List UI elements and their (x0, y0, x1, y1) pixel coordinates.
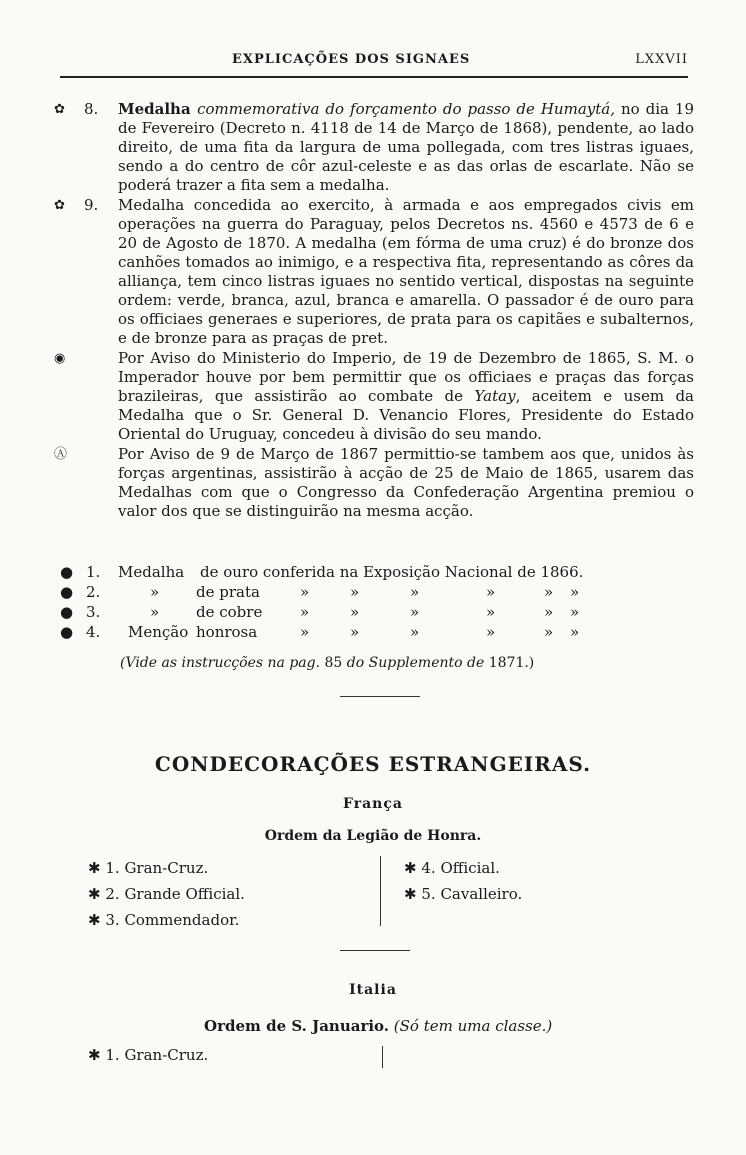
order-note: (Só tem uma classe.) (393, 1017, 553, 1035)
ditto-mark: » (410, 603, 420, 621)
entry-body: Por Aviso de 9 de Março de 1867 permittio-se tambem aos que, unidos às forças argentinas, assistirão à acção de 25 de Maio de 1865, usarem das Medalhas com que o Congresso da Confederação Argentina premiou o valor dos que se distinguirão na mesma acção. (118, 445, 694, 520)
entry-body: Medalha concedida ao exercito, à armada e aos empregados civis em operações na guerra do Paraguay, pelos Decretos ns. 4560 e 4573 de 6 e 20 de Agosto de 1870. A medalha (em fórma de uma cruz) é do bronze dos canhões tomados ao inimigo, e a respectiva fita, representando as côres da alliança, tem cinco listras iguaes no sentido vertical, dispostas na seguinte ordem: verde, branca, azul, branca e amarella. O passador é de ouro para os officiaes generaes e superiores, de prata para os capitães e subalternos, e de bronze para as praças de pret. (118, 196, 694, 347)
star-icon: ✱ (404, 859, 417, 877)
order-grades-italia (88, 1042, 208, 1068)
entry-body-end: , aceitem e usem da Medalha que o Sr. General D. Venancio Flores, Presidente do Estado Oriental do Uruguay, concedeu à divisão do seu mando. (118, 387, 694, 443)
entry-body: no dia 19 de Fevereiro (Decreto n. 4118 de 14 de Março de 1868), pendente, ao lado direito, de uma fita da largura de uma pollegada, com tres listras iguaes, sendo a do centro de côr azul-celeste e as das orlas de escarlate. Não se poderá trazer a fita sem a medalha. (118, 100, 694, 194)
medal-icon: ● (60, 583, 74, 601)
see-note (120, 655, 534, 671)
medal-label: Menção (128, 623, 189, 641)
star-icon: ✱ (88, 859, 101, 877)
grade-label: 3. Commendador. (105, 911, 240, 929)
grade-label: 2. Grande Official. (105, 885, 245, 903)
grade-item (88, 1042, 208, 1068)
letter-a-badge-icon: Ⓐ (54, 447, 68, 462)
medal-icon: ● (60, 563, 74, 581)
medal-description: de prata (196, 583, 260, 601)
order-name: Ordem de S. Januario. (204, 1017, 390, 1035)
grade-label: 1. Gran-Cruz. (105, 859, 209, 877)
signals-explanations (54, 100, 694, 522)
medal-row (60, 562, 620, 582)
ditto-mark: » (150, 603, 160, 621)
ditto-mark: » (410, 583, 420, 601)
ditto-mark: » (300, 583, 310, 601)
ditto-mark: » (300, 603, 310, 621)
country-heading: França (343, 796, 403, 812)
star-icon: ✱ (88, 885, 101, 903)
medal-number: 3. (86, 603, 101, 621)
ditto-mark: » (570, 603, 580, 621)
medal-description: honrosa (196, 623, 258, 641)
order-heading: Ordem da Legião de Honra. (264, 828, 482, 844)
order-grades-left (88, 855, 245, 933)
section-divider (340, 950, 410, 951)
ditto-mark: » (300, 623, 310, 641)
entry-number: 9. (84, 196, 99, 214)
star-icon: ✱ (88, 1046, 101, 1064)
column-divider (380, 856, 381, 926)
grade-label: 5. Cavalleiro. (421, 885, 523, 903)
order-heading (204, 1017, 552, 1035)
ditto-mark: » (350, 583, 360, 601)
order-grades-right (404, 855, 522, 907)
ditto-mark: » (486, 583, 496, 601)
ditto-mark: » (544, 623, 554, 641)
medal-row (60, 582, 620, 602)
grade-item (404, 855, 522, 881)
entry-body-italic: Yatay (474, 387, 516, 405)
country-heading: Italia (349, 982, 397, 998)
grade-label: 4. Official. (421, 859, 500, 877)
ditto-mark: » (544, 603, 554, 621)
ditto-mark: » (150, 583, 160, 601)
section-title: CONDECORAÇÕES ESTRANGEIRAS. (154, 752, 592, 776)
grade-label: 1. Gran-Cruz. (105, 1046, 209, 1064)
entry-8 (54, 100, 694, 195)
entry-9 (54, 196, 694, 348)
note-text: (Vide as instrucções na pag. (120, 655, 321, 671)
ditto-mark: » (410, 623, 420, 641)
exposition-medals (60, 562, 620, 642)
grade-item (88, 881, 245, 907)
ditto-mark: » (570, 583, 580, 601)
medal-number: 4. (86, 623, 101, 641)
section-divider (340, 696, 420, 697)
medal-label: Medalha (118, 563, 185, 581)
medal-row (60, 622, 620, 642)
entry-body: Por Aviso do Ministerio do Imperio, de 19 de Dezembro de 1865, S. M. o Imperador houve por bem permittir que os officiaes e praças das forças brazileiras, que assistirão ao combate de (118, 349, 694, 405)
note-page: 85 (324, 655, 343, 671)
medal-icon: ● (60, 623, 74, 641)
ditto-mark: » (350, 603, 360, 621)
flower-icon: ✿ (54, 102, 65, 117)
ditto-mark: » (570, 623, 580, 641)
circle-badge-icon: ◉ (54, 351, 66, 366)
entry-yatay (54, 349, 694, 444)
grade-item (88, 855, 245, 881)
flower-icon: ✿ (54, 198, 65, 213)
entry-lead: Medalha (118, 100, 198, 118)
ditto-mark: » (486, 603, 496, 621)
note-text: do Supplemento de (346, 655, 485, 671)
entry-argentina (54, 445, 694, 521)
header-title: EXPLICAÇÕES DOS SIGNAES (232, 52, 471, 67)
medal-row (60, 602, 620, 622)
medal-description: de ouro conferida na Exposição Nacional de 1866. (200, 563, 584, 581)
star-icon: ✱ (404, 885, 417, 903)
column-divider (382, 1046, 383, 1068)
medal-icon: ● (60, 603, 74, 621)
page-number: LXXVII (635, 52, 688, 67)
note-year: 1871.) (488, 655, 535, 671)
ditto-mark: » (544, 583, 554, 601)
entry-lead-italic: commemorativa do forçamento do passo de Humaytá, (197, 100, 615, 118)
running-header (60, 50, 688, 78)
medal-description: de cobre (196, 603, 263, 621)
star-icon: ✱ (88, 911, 101, 929)
grade-item (88, 907, 245, 933)
medal-number: 2. (86, 583, 101, 601)
grade-item (404, 881, 522, 907)
entry-number: 8. (84, 100, 99, 118)
medal-number: 1. (86, 563, 101, 581)
ditto-mark: » (350, 623, 360, 641)
ditto-mark: » (486, 623, 496, 641)
